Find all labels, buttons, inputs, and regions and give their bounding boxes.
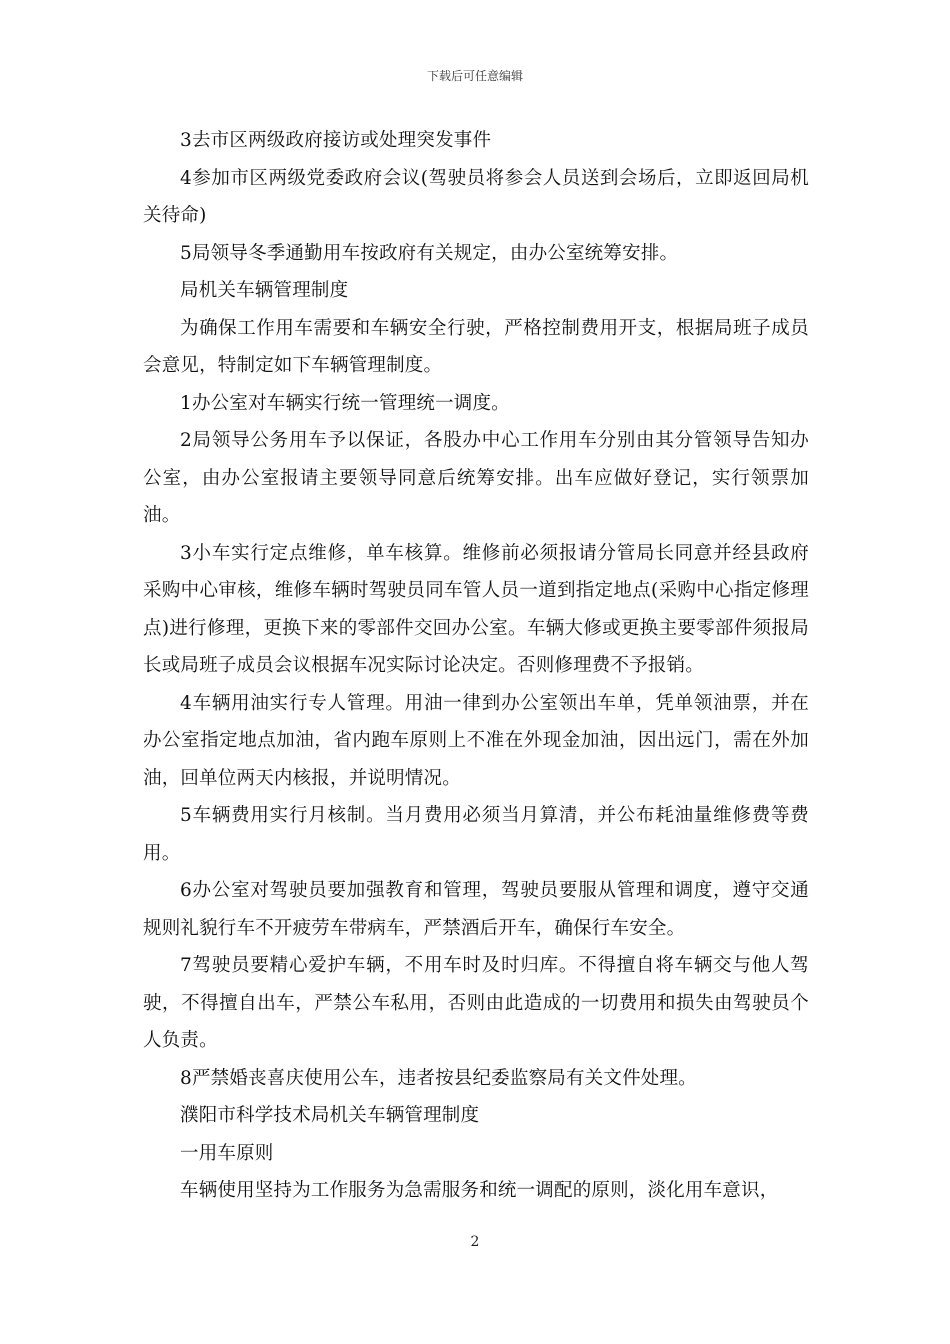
paragraph: 3小车实行定点维修，单车核算。维修前必须报请分管局长同意并经县政府采购中心审核，维修车辆时驾驶员同车管人员一道到指定地点(采购中心指定修理点)进行修理，更换下来的零部件交回办公室。车辆大修或更换主要零部件须报局长或局班子成员会议根据车况实际讨论决定。否则修理费不予报销。 [143,542,809,676]
section-heading: 一用车原则 [180,1142,274,1164]
paragraph: 7驾驶员要精心爱护车辆，不用车时及时归库。不得擅自将车辆交与他人驾驶，不得擅自出车，严禁公车私用，否则由此造成的一切费用和损失由驾驶员个人负责。 [143,955,809,1051]
section-heading: 局机关车辆管理制度 [180,280,349,301]
header-note: 下载后可任意编辑 [426,69,523,83]
paragraph: 4车辆用油实行专人管理。用油一律到办公室领出车单，凭单领油票，并在办公室指定地点加油，省内跑车原则上不准在外现金加油，因出远门，需在外加油，回单位两天内核报，并说明情况。 [143,692,809,789]
paragraph: 3去市区两级政府接访或处理突发事件 [180,130,492,151]
paragraph: 2局领导公务用车予以保证，各股办中心工作用车分别由其分管领导告知办公室，由办公室报请主要领导同意后统筹安排。出车应做好登记，实行领票加油。 [143,430,809,526]
section-heading: 濮阳市科学技术局机关车辆管理制度 [180,1105,480,1126]
paragraph: 为确保工作用车需要和车辆安全行驶，严格控制费用开支，根据局班子成员会意见，特制定如下车辆管理制度。 [143,317,809,376]
paragraph: 6办公室对驾驶员要加强教育和管理，驾驶员要服从管理和调度，遵守交通规则礼貌行车不开疲劳车带病车，严禁酒后开车，确保行车安全。 [143,880,809,939]
paragraph: 车辆使用坚持为工作服务为急需服务和统一调配的原则，淡化用车意识， [180,1180,779,1201]
paragraph: 8严禁婚丧喜庆使用公车，违者按县纪委监察局有关文件处理。 [180,1067,697,1089]
paragraph: 5局领导冬季通勤用车按政府有关规定，由办公室统筹安排。 [180,242,679,264]
paragraph: 5车辆费用实行月核制。当月费用必须当月算清，并公布耗油量维修费等费用。 [143,805,809,864]
paragraph: 1办公室对车辆实行统一管理统一调度。 [180,392,510,414]
document-body [143,122,809,1210]
page-number: 2 [470,1234,480,1250]
paragraph: 4参加市区两级党委政府会议(驾驶员将参会人员送到会场后，立即返回局机关待命) [143,167,809,226]
